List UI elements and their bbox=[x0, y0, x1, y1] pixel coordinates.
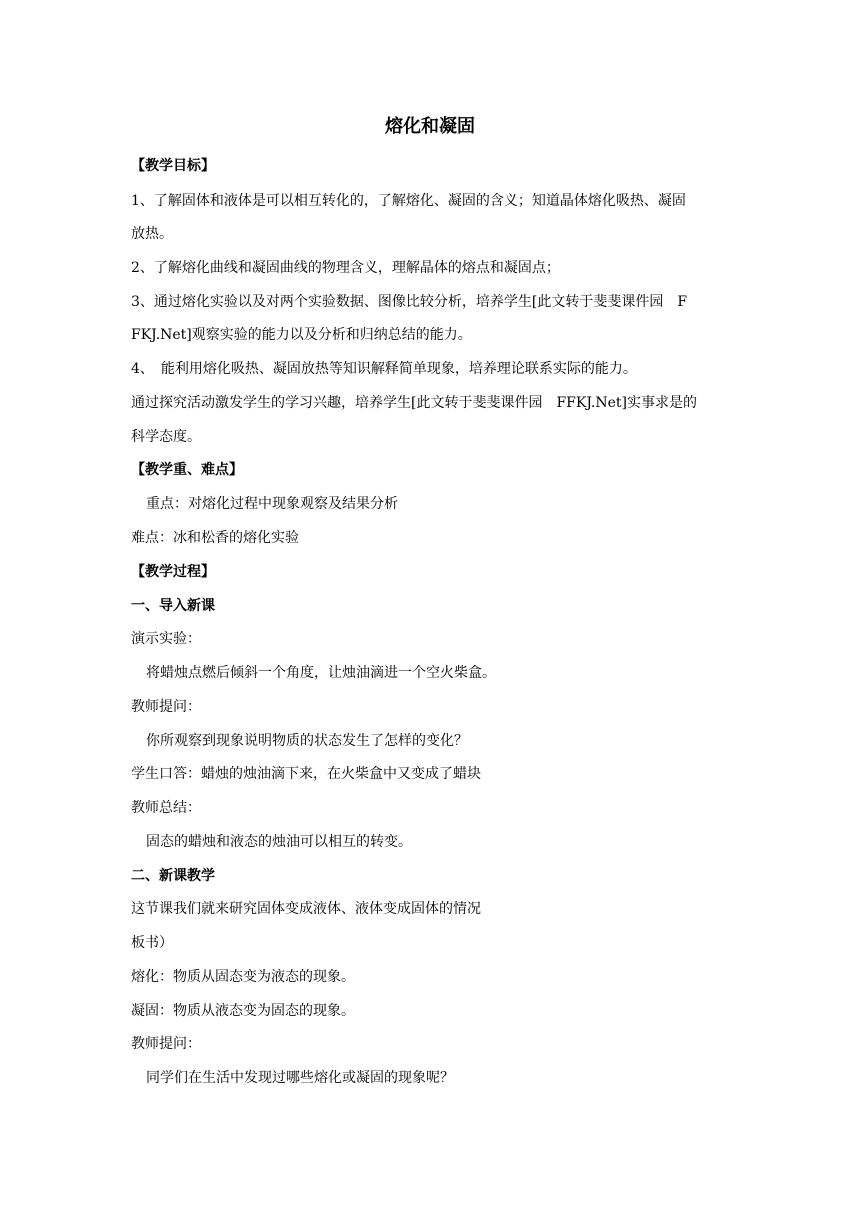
objective-5-line-2: 科学态度。 bbox=[131, 429, 201, 445]
teacher-question-label-2: 教师提问： bbox=[131, 1036, 201, 1052]
solidification-definition: 凝固：物质从液态变为固态的现象。 bbox=[131, 1003, 355, 1019]
teacher-summary: 固态的蜡烛和液态的烛油可以相互的转变。 bbox=[146, 834, 412, 850]
objective-1-line-2: 放热。 bbox=[131, 226, 173, 242]
teacher-summary-label: 教师总结： bbox=[131, 800, 201, 816]
teacher-question-2: 同学们在生活中发现过哪些熔化或凝固的现象呢？ bbox=[146, 1070, 454, 1086]
section-1-heading: 一、导入新课 bbox=[131, 598, 215, 614]
student-answer: 学生口答：蜡烛的烛油滴下来，在火柴盒中又变成了蜡块 bbox=[131, 766, 481, 782]
teacher-question-1: 你所观察到现象说明物质的状态发生了怎样的变化？ bbox=[146, 733, 468, 749]
intro-text: 这节课我们就来研究固体变成液体、液体变成固体的情况 bbox=[131, 901, 481, 917]
section-2-heading: 二、新课教学 bbox=[131, 868, 215, 884]
demo-label: 演示实验： bbox=[131, 631, 201, 647]
document-title: 熔化和凝固 bbox=[385, 116, 475, 137]
key-point: 重点：对熔化过程中现象观察及结果分析 bbox=[146, 496, 398, 512]
key-points-heading: 【教学重、难点】 bbox=[131, 462, 243, 478]
objective-1-line-1: 1、了解固体和液体是可以相互转化的，了解熔化、凝固的含义；知道晶体熔化吸热、凝固 bbox=[131, 193, 686, 209]
demo-text: 将蜡烛点燃后倾斜一个角度，让烛油滴进一个空火柴盒。 bbox=[146, 665, 496, 681]
objective-4: 4、 能利用熔化吸热、凝固放热等知识解释简单现象，培养理论联系实际的能力。 bbox=[131, 361, 637, 377]
board-label: 板书） bbox=[131, 935, 173, 951]
objectives-heading: 【教学目标】 bbox=[131, 158, 215, 174]
melting-definition: 熔化：物质从固态变为液态的现象。 bbox=[131, 969, 355, 985]
objective-5-line-1: 通过探究活动激发学生的学习兴趣，培养学生[此文转于斐斐课件园 FFKJ.Net]实事求是的 bbox=[131, 395, 697, 411]
difficulty: 难点：冰和松香的熔化实验 bbox=[131, 530, 299, 546]
process-heading: 【教学过程】 bbox=[131, 564, 215, 580]
teacher-question-label-1: 教师提问： bbox=[131, 699, 201, 715]
objective-3-line-2: FKJ.Net]观察实验的能力以及分析和归纳总结的能力。 bbox=[131, 327, 472, 343]
objective-3-line-1: 3、通过熔化实验以及对两个实验数据、图像比较分析，培养学生[此文转于斐斐课件园 F bbox=[131, 294, 688, 310]
objective-2: 2、了解熔化曲线和凝固曲线的物理含义，理解晶体的熔点和凝固点； bbox=[131, 260, 560, 276]
